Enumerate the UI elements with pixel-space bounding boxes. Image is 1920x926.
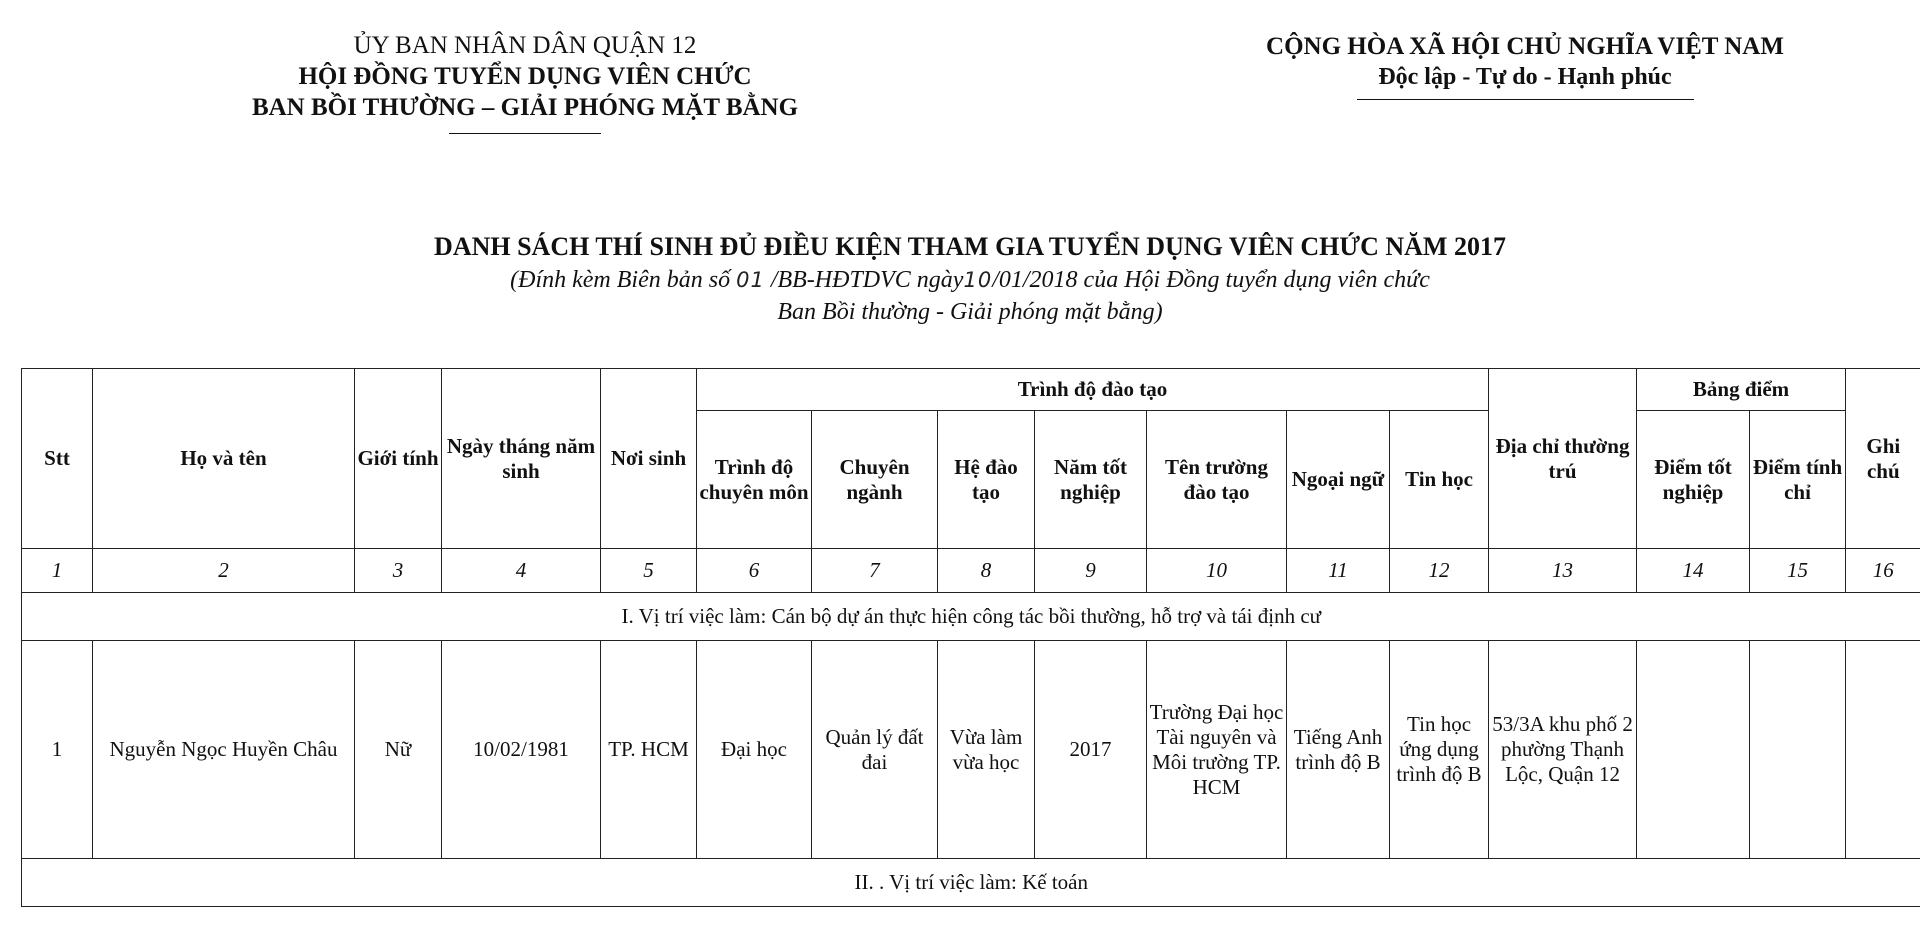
cell-language: Tiếng Anh trình độ B bbox=[1287, 641, 1390, 859]
subtitle-part-3: /01/2018 của Hội Đồng tuyển dụng viên chức bbox=[992, 267, 1430, 293]
motto: Độc lập - Tự do - Hạnh phúc bbox=[1378, 64, 1672, 90]
cell-major: Quản lý đất đai bbox=[812, 641, 938, 859]
cell-level: Đại học bbox=[697, 641, 812, 859]
authority-line-3: BAN BỒI THƯỜNG – GIẢI PHÓNG MẶT BẰNG bbox=[251, 94, 799, 121]
cell-stt: 1 bbox=[22, 641, 93, 859]
col-header-language: Ngoại ngữ bbox=[1287, 411, 1390, 549]
cell-gender: Nữ bbox=[355, 641, 442, 859]
column-number: 10 bbox=[1147, 549, 1287, 593]
column-number: 4 bbox=[442, 549, 601, 593]
column-number: 5 bbox=[601, 549, 697, 593]
group-header-scores: Bảng điểm bbox=[1637, 369, 1846, 411]
section-row-2 bbox=[22, 859, 1920, 907]
cell-grad-score bbox=[1637, 641, 1750, 859]
handwritten-minute-number: 01 bbox=[736, 268, 765, 292]
column-number-row bbox=[22, 549, 1920, 593]
cell-school: Trường Đại học Tài nguyên và Môi trường TP. HCM bbox=[1147, 641, 1287, 859]
section-heading-2: II. . Vị trí việc làm: Kế toán bbox=[22, 859, 1920, 907]
column-number: 7 bbox=[812, 549, 938, 593]
authority-underline bbox=[449, 133, 601, 134]
col-header-grad-score: Điểm tốt nghiệp bbox=[1637, 411, 1750, 549]
col-header-gender: Giới tính bbox=[355, 369, 442, 549]
col-header-mode: Hệ đào tạo bbox=[938, 411, 1035, 549]
group-header-training: Trình độ đào tạo bbox=[697, 369, 1489, 411]
col-header-school: Tên trường đào tạo bbox=[1147, 411, 1287, 549]
section-row-1 bbox=[22, 593, 1920, 641]
column-number: 8 bbox=[938, 549, 1035, 593]
column-number: 6 bbox=[697, 549, 812, 593]
column-number: 2 bbox=[93, 549, 355, 593]
cell-grad-year: 2017 bbox=[1035, 641, 1147, 859]
document-title: DANH SÁCH THÍ SINH ĐỦ ĐIỀU KIỆN THAM GIA TUYỂN DỤNG VIÊN CHỨC NĂM 2017 bbox=[434, 232, 1506, 261]
table-row bbox=[22, 641, 1920, 859]
authority-line-1: ỦY BAN NHÂN DÂN QUẬN 12 bbox=[353, 32, 697, 59]
subtitle-line-1 bbox=[0, 264, 1920, 296]
column-number: 16 bbox=[1846, 549, 1920, 593]
cell-it: Tin học ứng dụng trình độ B bbox=[1390, 641, 1489, 859]
national-motto-block bbox=[1230, 31, 1820, 100]
cell-credit-score bbox=[1750, 641, 1846, 859]
column-number: 12 bbox=[1390, 549, 1489, 593]
handwritten-day: 10 bbox=[963, 268, 993, 292]
column-number: 9 bbox=[1035, 549, 1147, 593]
col-header-dob: Ngày tháng năm sinh bbox=[442, 369, 601, 549]
candidate-table bbox=[21, 368, 1920, 907]
cell-note bbox=[1846, 641, 1920, 859]
subtitle-part-1: (Đính kèm Biên bản số bbox=[510, 267, 731, 293]
col-header-note: Ghi chú bbox=[1846, 369, 1920, 549]
header-row-1 bbox=[22, 369, 1920, 411]
column-number: 3 bbox=[355, 549, 442, 593]
cell-name: Nguyễn Ngọc Huyền Châu bbox=[93, 641, 355, 859]
col-header-address: Địa chỉ thường trú bbox=[1489, 369, 1637, 549]
cell-address: 53/3A khu phố 2 phường Thạnh Lộc, Quận 12 bbox=[1489, 641, 1637, 859]
column-number: 14 bbox=[1637, 549, 1750, 593]
authority-line-2: HỘI ĐỒNG TUYỂN DỤNG VIÊN CHỨC bbox=[298, 63, 752, 90]
cell-dob: 10/02/1981 bbox=[442, 641, 601, 859]
col-header-credit-score: Điểm tính chỉ bbox=[1750, 411, 1846, 549]
col-header-grad-year: Năm tốt nghiệp bbox=[1035, 411, 1147, 549]
motto-underline bbox=[1357, 99, 1694, 100]
column-number: 13 bbox=[1489, 549, 1637, 593]
country-name: CỘNG HÒA XÃ HỘI CHỦ NGHĨA VIỆT NAM bbox=[1266, 33, 1784, 60]
cell-birthplace: TP. HCM bbox=[601, 641, 697, 859]
section-heading-1: I. Vị trí việc làm: Cán bộ dự án thực hiện công tác bồi thường, hỗ trợ và tái định cư bbox=[22, 593, 1920, 641]
col-header-level: Trình độ chuyên môn bbox=[697, 411, 812, 549]
issuing-authority-block bbox=[230, 30, 820, 134]
document-subtitle bbox=[0, 264, 1920, 328]
subtitle-line-2: Ban Bồi thường - Giải phóng mặt bằng) bbox=[777, 299, 1163, 325]
column-number: 1 bbox=[22, 549, 93, 593]
cell-mode: Vừa làm vừa học bbox=[938, 641, 1035, 859]
column-number: 15 bbox=[1750, 549, 1846, 593]
col-header-name: Họ và tên bbox=[93, 369, 355, 549]
col-header-birthplace: Nơi sinh bbox=[601, 369, 697, 549]
col-header-it: Tin học bbox=[1390, 411, 1489, 549]
subtitle-part-2: /BB-HĐTDVC ngày bbox=[770, 267, 964, 293]
col-header-stt: Stt bbox=[22, 369, 93, 549]
column-number: 11 bbox=[1287, 549, 1390, 593]
col-header-major: Chuyên ngành bbox=[812, 411, 938, 549]
